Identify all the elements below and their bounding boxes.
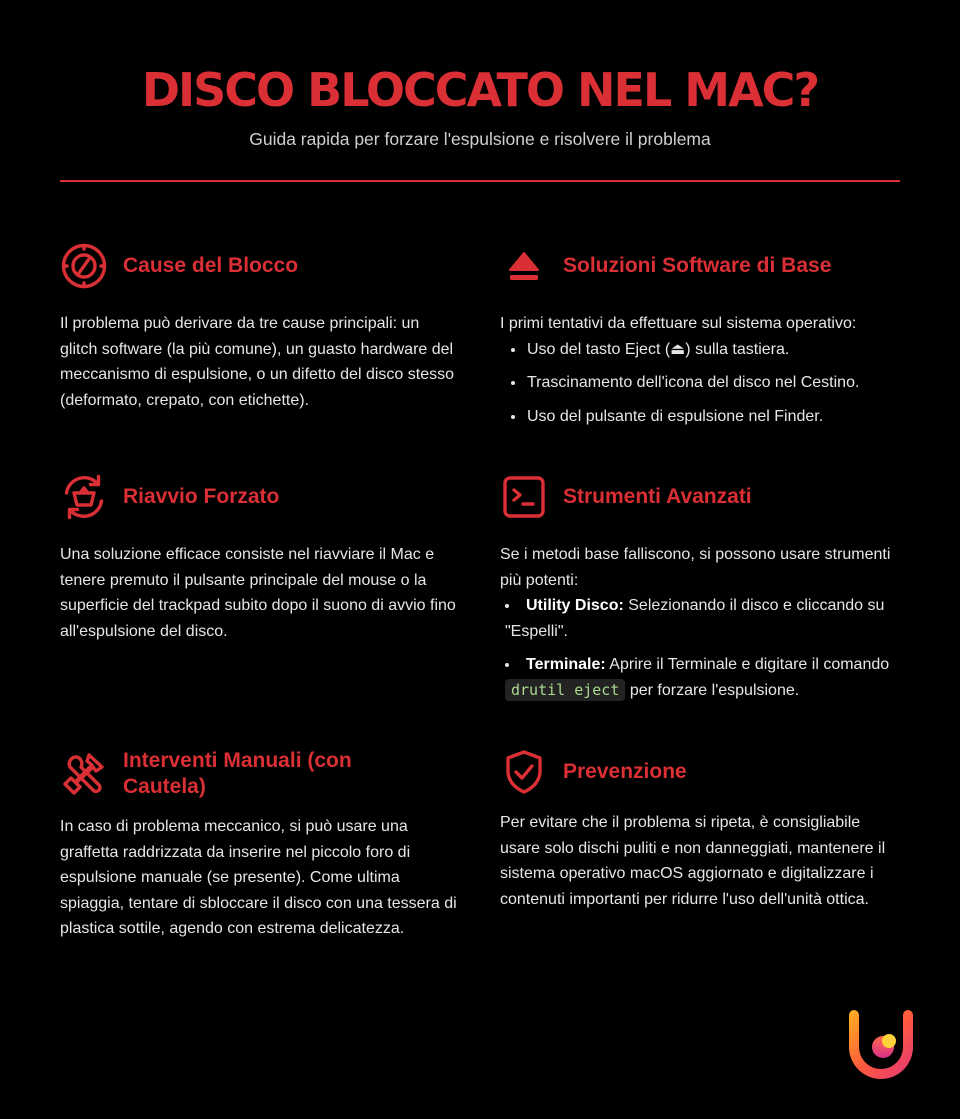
terminal-icon: [500, 473, 548, 521]
item-text: Aprire il Terminale e digitare il comando: [605, 656, 890, 674]
section-title: Cause del Blocco: [123, 254, 299, 277]
section-text: Una soluzione efficace consiste nel riavviare il Mac e tenere premuto il pulsante principale del mouse o la superficie del trackpad subito dopo il suono di avvio fino all'espulsione del disco.: [60, 546, 456, 640]
section-cause: [60, 242, 460, 413]
section-text: Per evitare che il problema si ripeta, è consigliabile usare solo dischi puliti e non danneggiati, mantenere il sistema operativo macOS aggiornato e digitalizzare i contenuti importanti per ridurre l'uso dell'unità ottica.: [500, 814, 886, 908]
section-text: In caso di problema meccanico, si può usare una graffetta raddrizzata da inserire nel piccolo foro di espulsione manuale (se presente). Come ultima spiaggia, tentare di sbloccare il disco con una tessera di plastica sottile, agendo con estrema delicatezza.: [60, 818, 457, 938]
software-list: [500, 337, 900, 430]
header-divider: [60, 180, 900, 182]
section-prevention: [500, 748, 900, 912]
page-subtitle: Guida rapida per forzare l'espulsione e risolvere il problema: [249, 129, 711, 149]
section-restart: [60, 473, 460, 644]
section-tools: [500, 473, 900, 704]
item-label: Utility Disco:: [526, 597, 624, 615]
item-text: per forzare l'espulsione.: [625, 681, 800, 699]
list-item: • Trascinamento dell'icona del disco nel Cestino.: [526, 370, 900, 396]
command-code: drutil eject: [505, 679, 625, 701]
section-software: [500, 242, 900, 429]
tools-list: [500, 593, 900, 703]
section-title: Interventi Manuali (con Cautela): [123, 749, 352, 798]
section-title: Strumenti Avanzati: [563, 485, 752, 508]
section-text: Il problema può derivare da tre cause principali: un glitch software (la più comune), un guasto hardware del meccanismo di espulsione, o un difetto del disco stesso (deformato, crepato, con etichette).: [60, 315, 454, 409]
item-text: Selezionando il disco e cliccando su "Espelli".: [505, 597, 885, 640]
section-intro: Se i metodi base falliscono, si possono usare strumenti più potenti:: [500, 546, 891, 589]
list-item: [505, 593, 900, 644]
tools-icon: [60, 750, 108, 798]
section-title: Prevenzione: [563, 760, 687, 783]
section-title: Soluzioni Software di Base: [563, 254, 832, 277]
page-title: DISCO BLOCCATO NEL MAC?: [141, 63, 819, 117]
restart-icon: [60, 473, 108, 521]
item-label: Terminale:: [526, 656, 606, 674]
shield-check-icon: [500, 748, 548, 796]
eject-icon: [500, 242, 548, 290]
section-title: Riavvio Forzato: [123, 485, 280, 508]
list-item: • Uso del tasto Eject (⏏) sulla tastiera.: [526, 337, 900, 363]
disc-slash-icon: [60, 242, 108, 290]
section-manual: [60, 748, 460, 942]
list-item: [505, 652, 900, 703]
brand-logo: [845, 1009, 917, 1079]
list-item: • Uso del pulsante di espulsione nel Finder.: [526, 404, 900, 430]
section-intro: I primi tentativi da effettuare sul sistema operativo:: [500, 315, 857, 332]
